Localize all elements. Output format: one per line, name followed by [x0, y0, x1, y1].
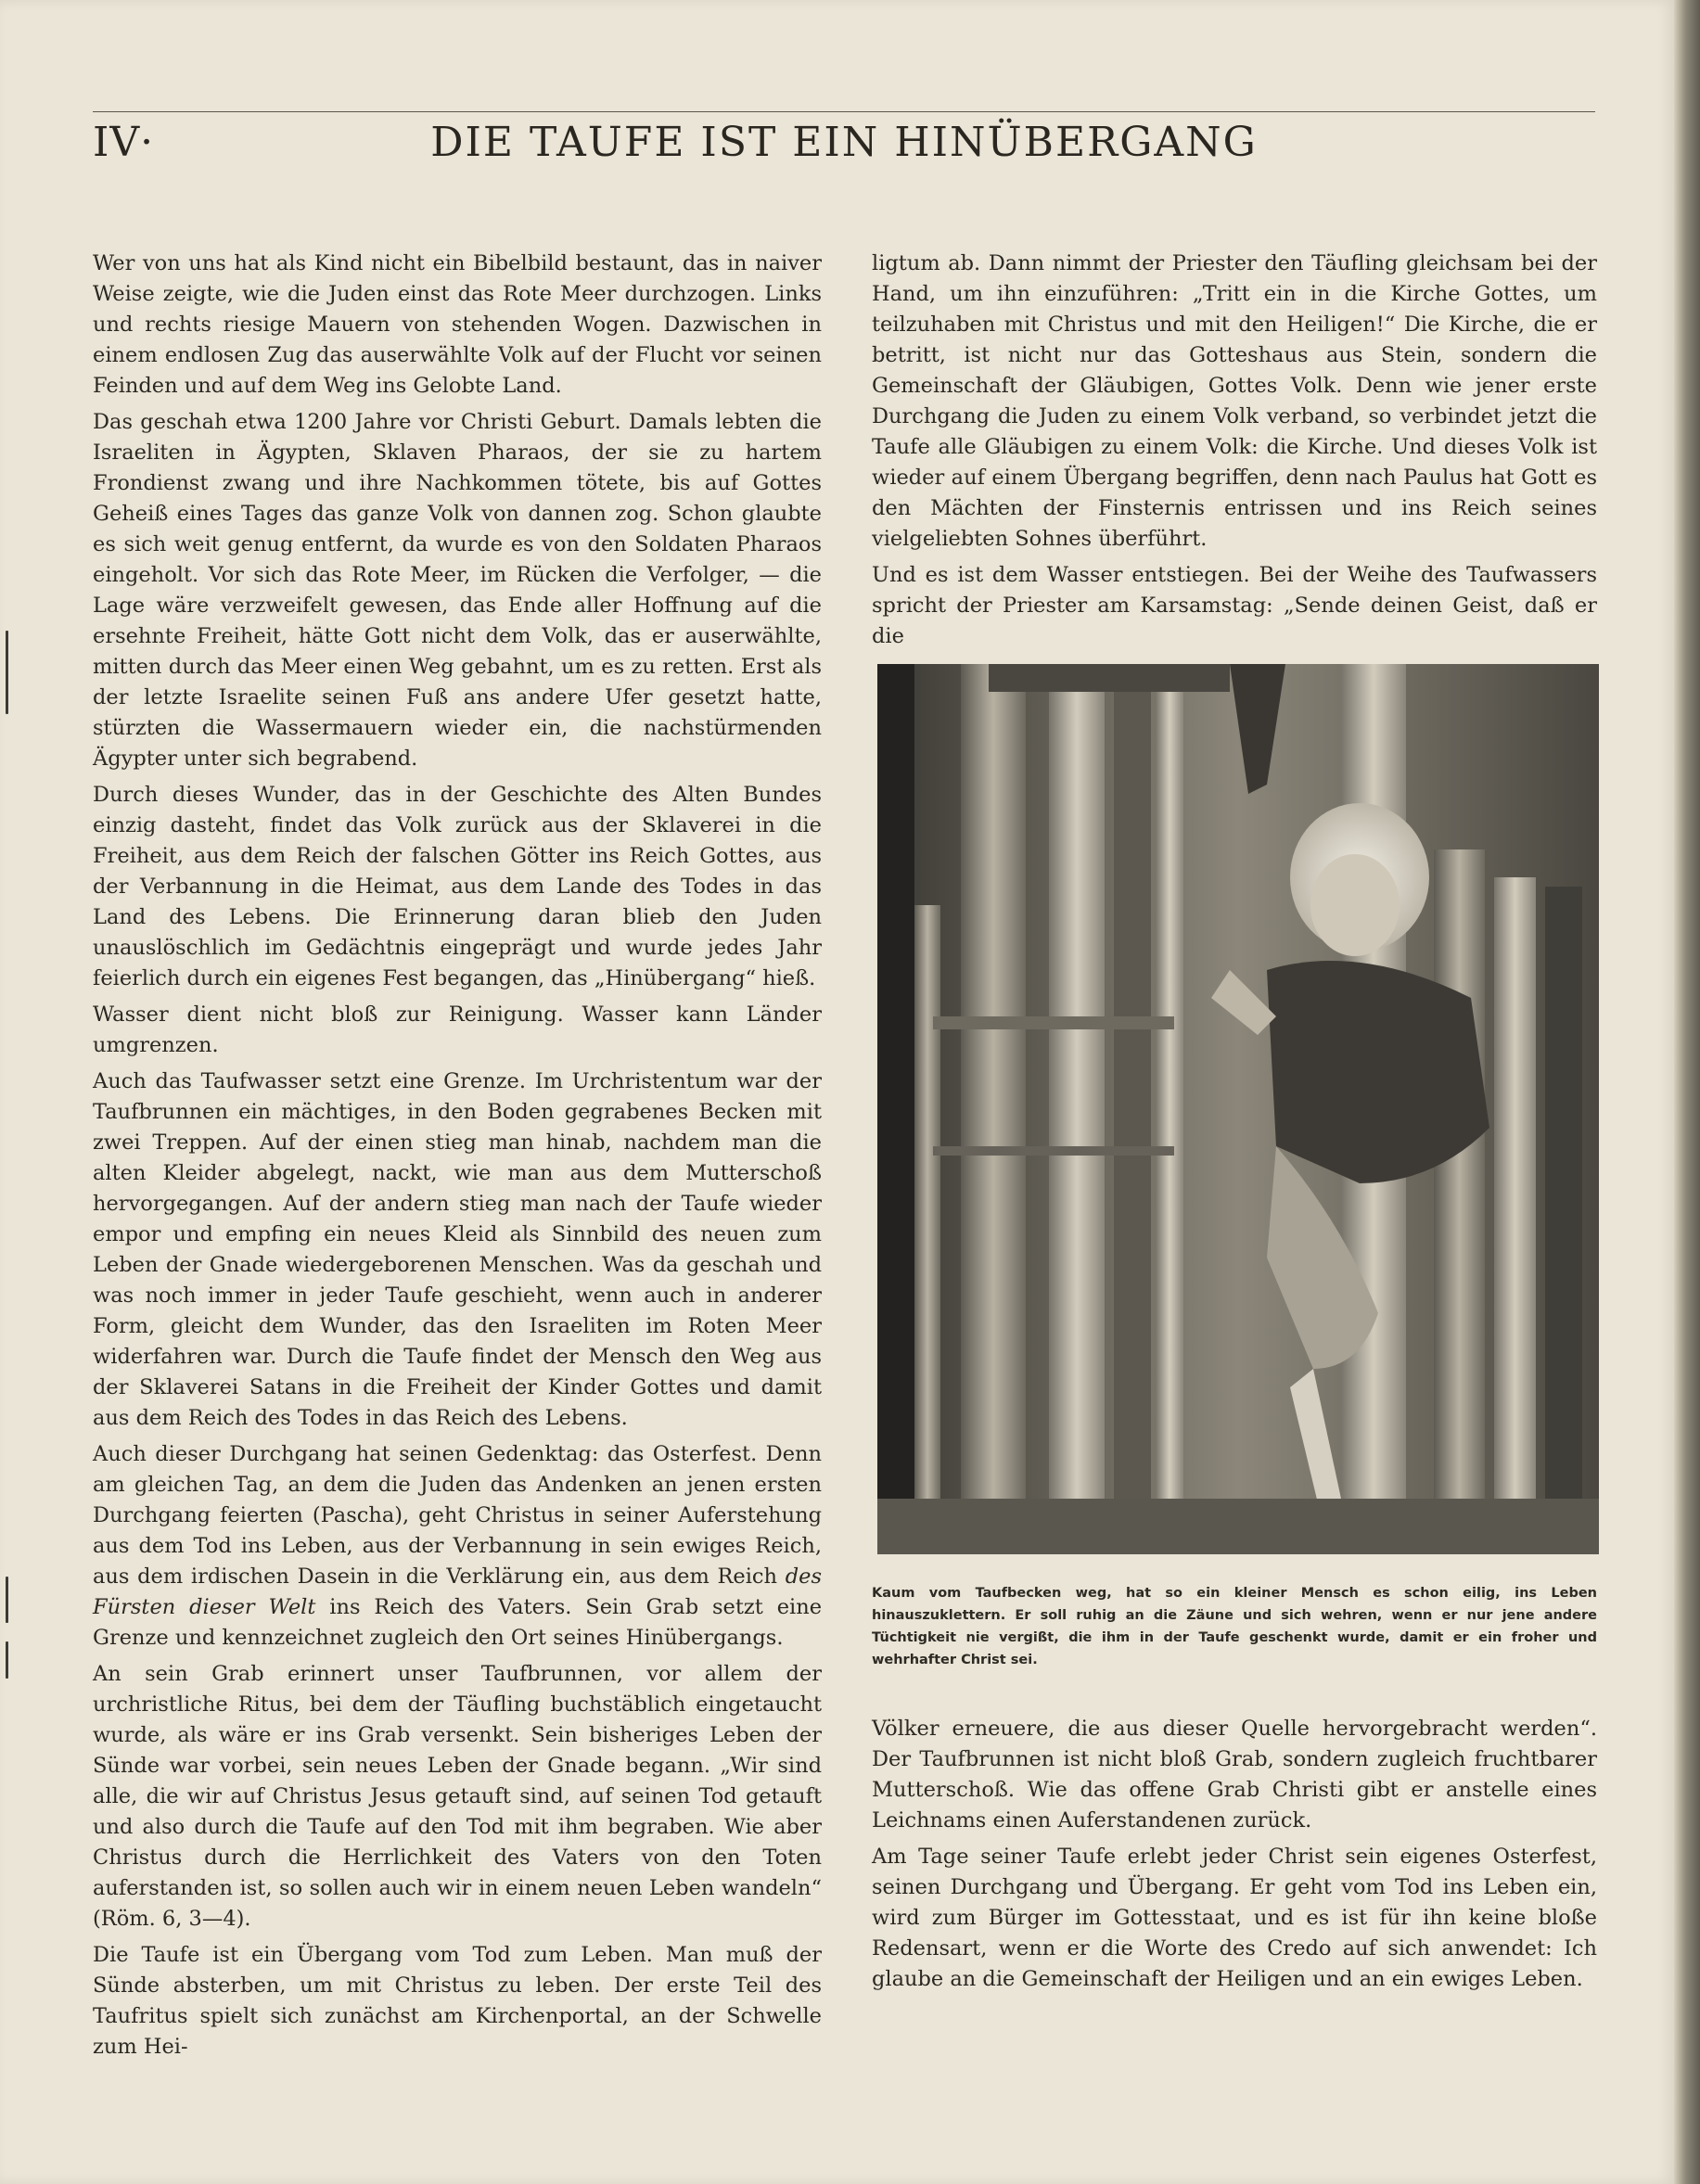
paragraph — [93, 1439, 822, 1654]
left-column — [93, 249, 822, 2068]
page-number: IV· — [93, 119, 155, 166]
edge-mark — [6, 631, 8, 714]
header-rule — [93, 111, 1595, 112]
paragraph: Die Taufe ist ein Übergang vom Tod zum Leben. Man muß der Sünde absterben, um mit Christus zu leben. Der erste Teil des Taufritus spielt sich zunächst am Kirchenportal, an der Schwelle zum Hei- — [93, 1943, 822, 2059]
page-header — [93, 119, 1595, 174]
right-column-bottom — [872, 1714, 1597, 2000]
paragraph: Völker erneuere, die aus dieser Quelle hervorgebracht werden“. Der Taufbrunnen ist nicht bloß Grab, sondern zugleich fruchtbarer Mutterschoß. Wie das offene Grab Christi gibt er anstelle eines Leichnams einen Auferstandenen zurück. — [872, 1717, 1597, 1833]
page-title: DIE TAUFE IST EIN HINÜBERGANG — [430, 119, 1258, 166]
paragraph-text: ins Reich des Vaters. Sein Grab setzt eine Grenze und kennzeichnet zugleich den Ort seines Hinübergangs. — [93, 1595, 823, 1650]
paragraph: Durch dieses Wunder, das in der Geschichte des Alten Bundes einzig dasteht, findet das Volk zurück aus der Sklaverei in die Freiheit, aus dem Reich der falschen Götter ins Reich Gottes, aus der Verbannung in die Heimat, aus dem Lande des Todes in das Land des Lebens. Die Erinnerung daran blieb den Juden unauslöschlich im Gedächtnis eingeprägt und wurde jedes Jahr feierlich durch ein eigenes Fest begangen, das „Hinübergang“ hieß. — [93, 783, 822, 990]
photo-caption: Kaum vom Taufbecken weg, hat so ein kleiner Mensch es schon eilig, ins Leben hinauszuklettern. Er soll ruhig an die Zäune und sich wehren, wenn er nur jene andere Tüchtigkeit nie vergißt, die ihm in der Taufe geschenkt wurde, damit er ein froher und wehrhafter Christ sei. — [872, 1586, 1597, 1667]
paragraph: Auch das Taufwasser setzt eine Grenze. Im Urchristentum war der Taufbrunnen ein mächtiges, in den Boden gegrabenes Becken mit zwei Treppen. Auf der einen stieg man hinab, nachdem man die alten Kleider abgelegt, nackt, wie man aus dem Mutterschoß hervorgegangen. Auf der andern stieg man nach der Taufe wieder empor und empfing ein neues Kleid als Sinnbild des neuen zum Leben der Gnade wiedergeborenen Menschen. Was da geschah und was noch immer in jeder Taufe geschieht, wenn auch in anderer Form, gleicht dem Wunder, das den Israeliten im Roten Meer widerfahren war. Durch die Taufe findet der Mensch den Weg aus der Sklaverei Satans in die Freiheit der Kinder Gottes und damit aus dem Reich des Todes in das Reich des Lebens. — [93, 1069, 822, 1430]
paragraph: Wasser dient nicht bloß zur Reinigung. Wasser kann Länder umgrenzen. — [93, 1003, 822, 1057]
edge-mark — [6, 1577, 8, 1623]
photo-illustration — [877, 664, 1599, 1554]
italic-phrase: des Fürsten dieser Welt — [93, 1565, 822, 1619]
paragraph: An sein Grab erinnert unser Taufbrunnen, vor allem der urchristliche Ritus, bei dem der Täufling buchstäblich eingetaucht wurde, als wäre er ins Grab versenkt. Sein bisheriges Leben der Sünde war vorbei, sein neues Leben der Gnade begann. „Wir sind alle, die wir auf Christus Jesus getauft sind, auf seinen Tod getauft und also durch die Taufe auf den Tod mit ihm begraben. Wie aber Christus durch die Herrlichkeit des Vaters von den Toten auferstanden ist, so sollen auch wir in einem neuen Leben wandeln“ (Röm. 6, 3—4). — [93, 1662, 822, 1931]
paragraph-text: Auch dieser Durchgang hat seinen Gedenktag: das Osterfest. Denn am gleichen Tag, an dem die Juden das Andenken an jenen ersten Durchgang feierten (Pascha), geht Christus in seiner Auferstehung aus dem Tod ins Leben, aus der Verbannung in sein ewiges Reich, aus dem irdischen Dasein in die Verklärung ein, aus dem Reich — [93, 1442, 822, 1589]
paragraph: Und es ist dem Wasser entstiegen. Bei der Weihe des Taufwassers spricht der Priester am Karsamstag: „Sende deinen Geist, daß er die — [872, 563, 1597, 648]
edge-mark — [6, 1641, 8, 1679]
paragraph: Wer von uns hat als Kind nicht ein Bibelbild bestaunt, das in naiver Weise zeigte, wie die Juden einst das Rote Meer durchzogen. Links und rechts riesige Mauern von stehenden Wogen. Dazwischen in einem endlosen Zug das auserwählte Volk auf der Flucht vor seinen Feinden und auf dem Weg ins Gelobte Land. — [93, 251, 822, 398]
paragraph: ligtum ab. Dann nimmt der Priester den Täufling gleichsam bei der Hand, um ihn einzuführen: „Tritt ein in die Kirche Gottes, um teilzuhaben mit Christus und mit den Heiligen!“ Die Kirche, die er betritt, ist nicht nur das Gotteshaus aus Stein, sondern die Gemeinschaft der Gläubigen, Gottes Volk. Denn wie jener erste Durchgang die Juden zu einem Volk verband, so verbindet jetzt die Taufe alle Gläubigen zu einem Volk: die Kirche. Und dieses Volk ist wieder auf einem Übergang begriffen, denn nach Paulus hat Gott es den Mächten der Finsternis entrissen und ins Reich seines vielgeliebten Sohnes überführt. — [872, 251, 1597, 551]
right-column-top — [872, 249, 1597, 658]
paragraph: Das geschah etwa 1200 Jahre vor Christi Geburt. Damals lebten die Israeliten in Ägypten, Sklaven Pharaos, der sie zu hartem Frondienst zwang und ihre Nachkommen tötete, bis auf Gottes Geheiß eines Tages das ganze Volk von dannen zog. Schon glaubte es sich weit genug entfernt, da wurde es von den Soldaten Pharaos eingeholt. Vor sich das Rote Meer, im Rücken die Verfolger, — die Lage wäre verzweifelt gewesen, das Ende aller Hoffnung auf die ersehnte Freiheit, hätte Gott nicht dem Volk, das er auserwählte, mitten durch das Meer einen Weg gebahnt, um es zu retten. Erst als der letzte Israelite seinen Fuß ans andere Ufer gesetzt hatte, stürzten die Wassermauern wieder ein, die nachstürmenden Ägypter unter sich begrabend. — [93, 410, 822, 771]
child-climbing-fence-photo — [877, 664, 1599, 1554]
paragraph: Am Tage seiner Taufe erlebt jeder Christ sein eigenes Osterfest, seinen Durchgang und Übergang. Er geht vom Tod ins Leben ein, wird zum Bürger im Gottesstaat, und es ist für ihn keine bloße Redensart, wenn er die Worte des Credo auf sich anwendet: Ich glaube an die Gemeinschaft der Heiligen und an ein ewiges Leben. — [872, 1845, 1597, 1991]
page-spine — [1674, 0, 1700, 2184]
